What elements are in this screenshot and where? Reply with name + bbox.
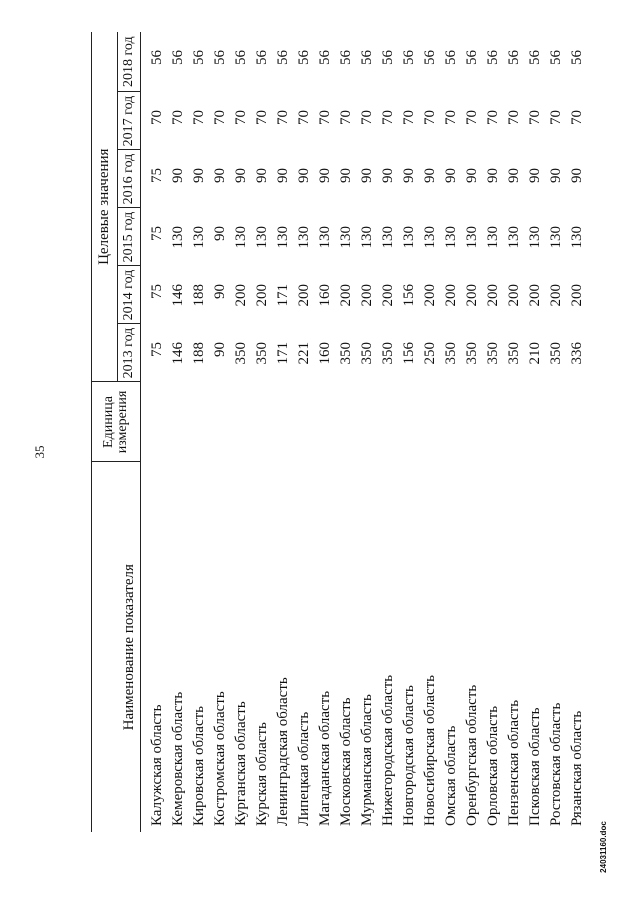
value-cell: 70	[296, 110, 312, 125]
unit-cell	[210, 382, 231, 462]
unit-cell	[315, 382, 336, 462]
region-name: Ленинградская область	[275, 677, 291, 826]
value-cell: 130	[275, 226, 291, 249]
value-cell: 56	[422, 49, 438, 65]
value-cell: 90	[275, 168, 291, 183]
region-name: Омская область	[443, 725, 459, 826]
value-cell: 350	[506, 342, 522, 365]
value-cell: 56	[296, 49, 312, 65]
value-cell: 56	[212, 49, 228, 65]
value-cell: 146	[170, 342, 186, 365]
value-cell: 200	[443, 284, 459, 307]
unit-cell	[294, 382, 315, 462]
value-cell: 146	[170, 284, 186, 307]
value-cell: 130	[443, 226, 459, 249]
value-cell: 130	[464, 226, 480, 249]
value-cell: 70	[338, 110, 354, 125]
unit-cell	[483, 382, 504, 462]
header-year: 2016 год	[117, 150, 140, 208]
value-cell: 350	[464, 342, 480, 365]
value-cell: 130	[296, 226, 312, 249]
table-row	[525, 32, 546, 832]
table-row	[189, 32, 210, 832]
region-name: Рязанская область	[569, 710, 585, 826]
header-unit	[92, 382, 141, 462]
value-cell: 70	[359, 110, 375, 125]
value-cell: 156	[401, 284, 417, 307]
value-cell: 188	[191, 342, 207, 365]
table-row	[357, 32, 378, 832]
region-name: Ростовская область	[548, 702, 564, 826]
value-cell: 200	[527, 284, 543, 307]
value-cell: 70	[317, 110, 333, 125]
value-cell: 188	[191, 284, 207, 307]
value-cell: 70	[422, 110, 438, 125]
value-cell: 56	[401, 49, 417, 65]
header-year: 2015 год	[117, 208, 140, 266]
value-cell: 70	[485, 110, 501, 125]
value-cell: 160	[317, 284, 333, 307]
table-row	[231, 32, 252, 832]
value-cell: 90	[191, 168, 207, 183]
value-cell: 75	[149, 284, 165, 299]
value-cell: 90	[527, 168, 543, 183]
unit-cell	[273, 382, 294, 462]
value-cell: 56	[527, 49, 543, 65]
unit-cell	[546, 382, 567, 462]
value-cell: 70	[149, 110, 165, 125]
table-row	[336, 32, 357, 832]
table-row	[462, 32, 483, 832]
value-cell: 90	[443, 168, 459, 183]
unit-cell	[231, 382, 252, 462]
table-body	[141, 32, 589, 832]
value-cell: 56	[380, 49, 396, 65]
value-cell: 90	[254, 168, 270, 183]
table-row	[567, 32, 588, 832]
value-cell: 90	[212, 342, 228, 357]
value-cell: 130	[548, 226, 564, 249]
value-cell: 70	[401, 110, 417, 125]
region-name: Курганская область	[233, 701, 249, 826]
value-cell: 350	[548, 342, 564, 365]
table-row	[168, 32, 189, 832]
table-header	[92, 32, 141, 832]
region-name: Кемеровская область	[170, 691, 186, 826]
value-cell: 56	[254, 49, 270, 65]
region-name: Новгородская область	[401, 685, 417, 826]
value-cell: 160	[317, 342, 333, 365]
value-cell: 90	[380, 168, 396, 183]
table-row	[420, 32, 441, 832]
value-cell: 171	[275, 342, 291, 365]
header-indicator-name: Наименование показателя	[92, 462, 141, 832]
table-row	[273, 32, 294, 832]
rotated-table-container	[91, 32, 591, 832]
value-cell: 90	[212, 284, 228, 299]
region-name: Московская область	[338, 697, 354, 826]
value-cell: 130	[401, 226, 417, 249]
value-cell: 90	[485, 168, 501, 183]
value-cell: 200	[548, 284, 564, 307]
unit-cell	[378, 382, 399, 462]
unit-cell	[420, 382, 441, 462]
value-cell: 200	[359, 284, 375, 307]
value-cell: 70	[275, 110, 291, 125]
region-name: Калужская область	[149, 704, 165, 826]
unit-cell	[567, 382, 588, 462]
unit-cell	[168, 382, 189, 462]
value-cell: 56	[464, 49, 480, 65]
table-row	[141, 32, 169, 832]
value-cell: 56	[149, 49, 165, 65]
value-cell: 56	[317, 49, 333, 65]
unit-cell	[252, 382, 273, 462]
header-year: 2014 год	[117, 266, 140, 324]
region-name: Костромская область	[212, 691, 228, 826]
value-cell: 200	[569, 284, 585, 307]
unit-cell	[525, 382, 546, 462]
value-cell: 200	[296, 284, 312, 307]
value-cell: 350	[443, 342, 459, 365]
value-cell: 70	[380, 110, 396, 125]
header-unit-line-1: Единица	[101, 396, 116, 448]
value-cell: 250	[422, 342, 438, 365]
table-row	[210, 32, 231, 832]
region-name: Мурманская область	[359, 694, 375, 826]
value-cell: 56	[338, 49, 354, 65]
value-cell: 90	[212, 168, 228, 183]
value-cell: 90	[359, 168, 375, 183]
table-row	[504, 32, 525, 832]
value-cell: 90	[212, 226, 228, 241]
value-cell: 75	[149, 168, 165, 183]
table-row	[441, 32, 462, 832]
table-row	[546, 32, 567, 832]
value-cell: 200	[338, 284, 354, 307]
value-cell: 130	[485, 226, 501, 249]
value-cell: 130	[170, 226, 186, 249]
value-cell: 350	[380, 342, 396, 365]
unit-cell	[462, 382, 483, 462]
value-cell: 336	[569, 342, 585, 365]
region-name: Псковская область	[527, 707, 543, 826]
region-name: Липецкая область	[296, 711, 312, 826]
unit-cell	[441, 382, 462, 462]
value-cell: 171	[275, 284, 291, 307]
value-cell: 130	[338, 226, 354, 249]
value-cell: 90	[506, 168, 522, 183]
region-name: Нижегородская область	[380, 674, 396, 826]
value-cell: 75	[149, 342, 165, 357]
region-name: Пензенская область	[506, 699, 522, 826]
value-cell: 56	[191, 49, 207, 65]
value-cell: 200	[464, 284, 480, 307]
value-cell: 70	[233, 110, 249, 125]
value-cell: 130	[254, 226, 270, 249]
value-cell: 130	[233, 226, 249, 249]
value-cell: 90	[464, 168, 480, 183]
region-name: Оренбургская область	[464, 684, 480, 826]
value-cell: 200	[254, 284, 270, 307]
table-row	[378, 32, 399, 832]
unit-cell	[357, 382, 378, 462]
target-values-table	[91, 32, 588, 832]
value-cell: 70	[212, 110, 228, 125]
value-cell: 200	[233, 284, 249, 307]
value-cell: 70	[254, 110, 270, 125]
value-cell: 200	[506, 284, 522, 307]
value-cell: 200	[380, 284, 396, 307]
value-cell: 90	[548, 168, 564, 183]
value-cell: 56	[506, 49, 522, 65]
value-cell: 56	[170, 49, 186, 65]
region-name: Магаданская область	[317, 690, 333, 826]
region-name: Орловская область	[485, 705, 501, 826]
value-cell: 210	[527, 342, 543, 365]
value-cell: 130	[527, 226, 543, 249]
value-cell: 70	[191, 110, 207, 125]
value-cell: 90	[317, 168, 333, 183]
value-cell: 130	[506, 226, 522, 249]
unit-cell	[189, 382, 210, 462]
value-cell: 56	[233, 49, 249, 65]
table-row	[399, 32, 420, 832]
value-cell: 156	[401, 342, 417, 365]
region-name: Курская область	[254, 722, 270, 826]
value-cell: 70	[443, 110, 459, 125]
unit-cell	[504, 382, 525, 462]
value-cell: 350	[338, 342, 354, 365]
value-cell: 70	[527, 110, 543, 125]
value-cell: 90	[401, 168, 417, 183]
document-code: 24031160.doc	[599, 821, 608, 873]
value-cell: 70	[170, 110, 186, 125]
header-target-values: Целевые значения	[92, 32, 118, 382]
table-row	[483, 32, 504, 832]
value-cell: 221	[296, 342, 312, 365]
value-cell: 350	[254, 342, 270, 365]
value-cell: 130	[317, 226, 333, 249]
value-cell: 200	[485, 284, 501, 307]
value-cell: 350	[233, 342, 249, 365]
value-cell: 130	[380, 226, 396, 249]
value-cell: 130	[422, 226, 438, 249]
value-cell: 75	[149, 226, 165, 241]
value-cell: 90	[422, 168, 438, 183]
value-cell: 350	[359, 342, 375, 365]
value-cell: 56	[443, 49, 459, 65]
unit-cell	[336, 382, 357, 462]
header-unit-line-2: измерения	[115, 390, 130, 454]
header-year: 2013 год	[117, 324, 140, 382]
value-cell: 56	[548, 49, 564, 65]
value-cell: 90	[296, 168, 312, 183]
value-cell: 90	[233, 168, 249, 183]
table-row	[252, 32, 273, 832]
value-cell: 70	[569, 110, 585, 125]
table-row	[315, 32, 336, 832]
value-cell: 56	[569, 49, 585, 65]
value-cell: 56	[359, 49, 375, 65]
value-cell: 56	[275, 49, 291, 65]
value-cell: 70	[464, 110, 480, 125]
value-cell: 130	[191, 226, 207, 249]
value-cell: 130	[359, 226, 375, 249]
value-cell: 90	[338, 168, 354, 183]
region-name: Кировская область	[191, 705, 207, 826]
unit-cell	[141, 382, 169, 462]
region-name: Новосибирская область	[422, 674, 438, 826]
header-year: 2018 год	[117, 32, 140, 92]
unit-cell	[399, 382, 420, 462]
value-cell: 350	[485, 342, 501, 365]
value-cell: 90	[170, 168, 186, 183]
page-number: 35	[32, 445, 47, 459]
value-cell: 200	[422, 284, 438, 307]
table-row	[294, 32, 315, 832]
value-cell: 90	[569, 168, 585, 183]
value-cell: 70	[548, 110, 564, 125]
value-cell: 70	[506, 110, 522, 125]
value-cell: 56	[485, 49, 501, 65]
value-cell: 130	[569, 226, 585, 249]
header-year: 2017 год	[117, 92, 140, 150]
